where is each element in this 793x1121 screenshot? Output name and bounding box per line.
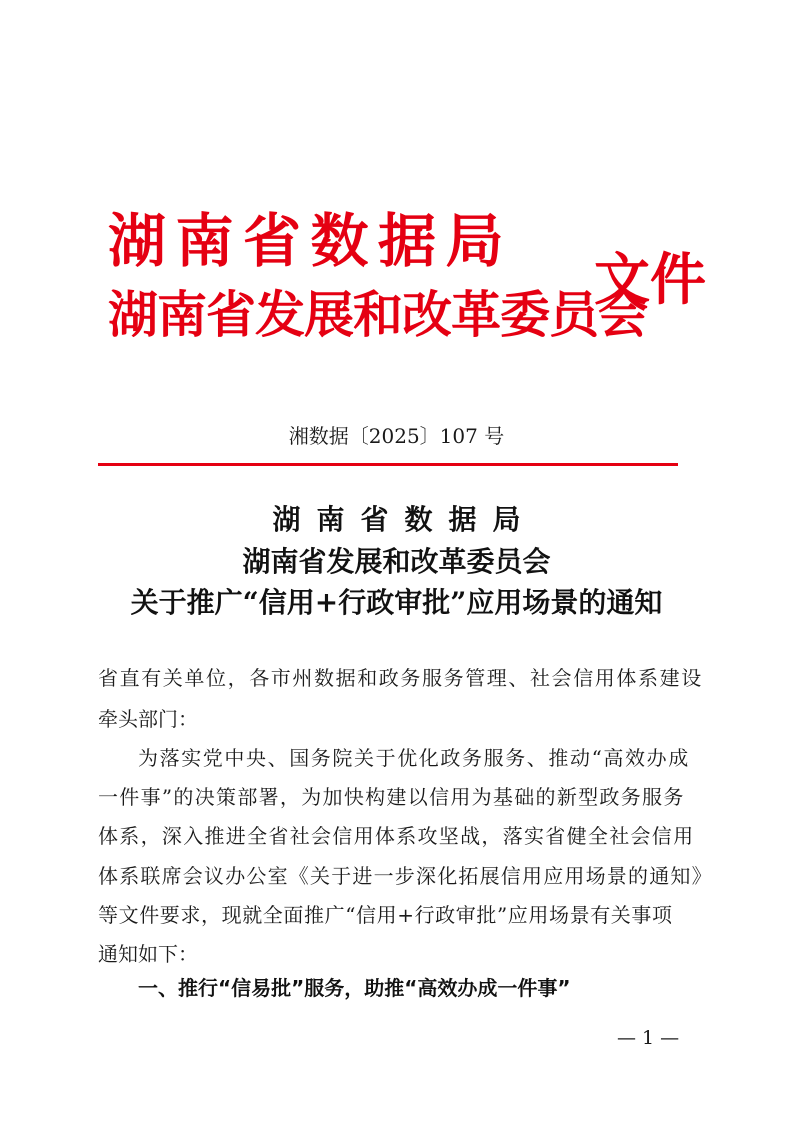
title-line-3: 关于推广“信用+行政审批”应用场景的通知 xyxy=(130,586,663,619)
document-suffix: 文件 xyxy=(594,247,706,313)
red-masthead xyxy=(108,200,708,370)
salutation-line-2: 牵头部门： xyxy=(98,707,198,731)
page-number: — 1 — xyxy=(617,1027,680,1049)
paragraph-line: 通知如下： xyxy=(98,942,198,966)
paragraph-line: 体系联席会议办公室《关于进一步深化拓展信用应用场景的通知》 xyxy=(98,864,713,888)
paragraph-line: 为落实党中央、国务院关于优化政务服务、推动“高效办成 xyxy=(138,746,690,770)
red-separator-line xyxy=(98,463,678,466)
issuer-name-development-reform-commission: 湖南省发展和改革委员会 xyxy=(108,285,647,344)
issuer-name-data-bureau: 湖南省数据局 xyxy=(108,207,514,275)
paragraph-line: 等文件要求，现就全面推广“信用+行政审批”应用场景有关事项 xyxy=(98,903,673,927)
title-line-1: 湖南省数据局 xyxy=(272,503,537,536)
title-line-2: 湖南省发展和改革委员会 xyxy=(242,545,551,578)
document-number: 湘数据〔2025〕107 号 xyxy=(288,424,505,448)
section-heading-1: 一、推行“信易批”服务，助推“高效办成一件事” xyxy=(138,976,571,1000)
paragraph-line: 一件事”的决策部署，为加快构建以信用为基础的新型政务服务 xyxy=(98,785,685,809)
paragraph-line: 体系，深入推进全省社会信用体系攻坚战，落实省健全社会信用 xyxy=(98,824,695,848)
salutation-line-1: 省直有关单位，各市州数据和政务服务管理、社会信用体系建设 xyxy=(98,666,703,690)
